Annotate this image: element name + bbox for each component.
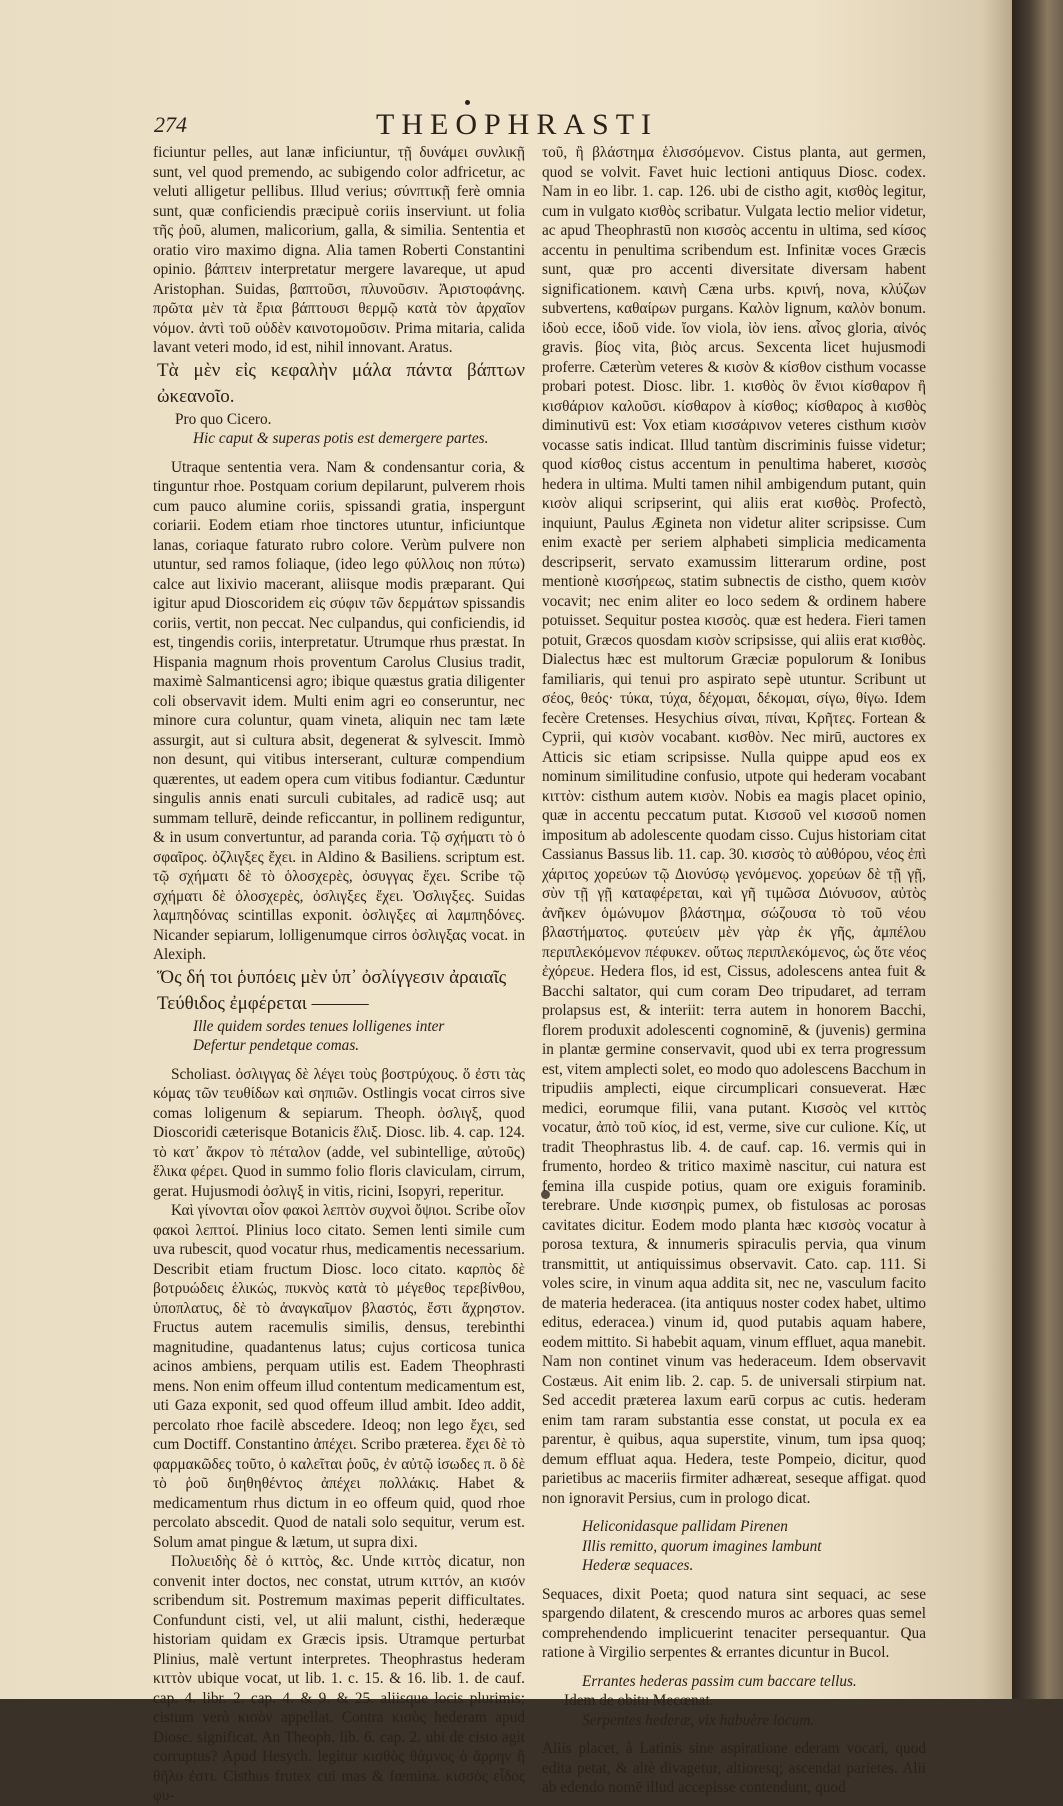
verse-line: Serpentes hederæ, vix habuère locum. — [582, 1711, 815, 1729]
paragraph: Sequaces, dixit Poeta; quod natura sint sequaci, ac sese spargendo dilatent, & crescendo muros ac arbores quas semel comprehendendo implicuerint tenaciter persequantur. Qua ratione à Virgilio serpentes & errantes dicuntur in Bucol. — [542, 1585, 926, 1661]
paragraph: Aliis placet, à Latinis sine aspiratione ederam vocari, quod edita petat, & altè divagetur, altioresq; ascendat parietes. Alii ab edendo nomē illud accepisse contendunt, quod — [542, 1740, 926, 1796]
paragraph: Πολυειδὴς δὲ ὁ κιττὸς, &c. Unde κιττὸς dicatur, non convenit inter doctos, nec constat, utrum κιττόν, an κισόν scribendum sit. Postremum maximas peperit difficultates. Confundunt cisti, vel, ut alii malunt, cisthi, hederæque historiam quidam ex Græcis ipsis. Utramque perturbat Plinius, malè vertunt interpretes. Theophrastus hederam κιττὸν ubique vocat, ut lib. 1. c. 15. & 16. lib. 1. de cauf. cap. 4. libr. 2. cap. 4. & 9. & 25. aliisque locis plurimis; cistum verò κισὸν appellat. Contra κισὸς hederam apud Diosc. significat. An Theoph. lib. 6. cap. 2. ubi de cisto agit corruptus? Apud Hesych. legitur κισθὸς θάμνος ὁ ἄρρην ἢ θῆλυ ἐστι. Cisthus frutex cui mas & fœmina. κισσὸς εἶδος φυ- — [153, 1553, 525, 1804]
paragraph: Idem de obitu Mecœnat. — [564, 1692, 714, 1709]
greek-verse-line: Ὅς δή τοι ῥυπόεις μὲν ὑπ᾽ ὀσλίγγεσιν ἀραιαῖς — [157, 966, 507, 988]
paragraph: ficiuntur pelles, aut lanæ inficiuntur, τῇ δυνάμει συνλικῇ sunt, vel quod premendo, ac subigendo color adfricetur, ac veluti alligetur pellibus. Illud verius; σύνπτικῇ ferè omnia sunt, quæ conficiendis præcipuè coriis inserviunt. ut folia τῆς ῥοῦ, alumen, malicorium, galla, & similia. Sententia et oratio viro maximo digna. Alia tamen Roberti Constantini opinio. βάπτειν interpretatur mergere lavareque, ut apud Aristophan. Suidas, βαπτοῦσι, πλυνοῦσιν. Ἀριστοφάνης. πρῶτα μὲν τὰ ἔρια βάπτουσι θερμῷ κατὰ τὸν ἀρχαῖον νόμον. ἀντὶ τοῦ οὐδὲν καινοτομοῦσιν. Prima mitaria, calida lavant veteri modo, id est, nihil innovant. Aratus. — [153, 144, 525, 356]
right-column — [542, 143, 926, 1798]
greek-verse-heading: Τὰ μὲν εἰς κεφαλὴν μάλα πάντα βάπτων ὠκεανοῖο. — [157, 359, 525, 407]
paragraph: Pro quo Cicero. — [175, 410, 272, 428]
left-column — [153, 143, 525, 1806]
verse-line: Illis remitto, quorum imagines lambunt — [582, 1537, 822, 1555]
paragraph: Καὶ γίνονται οἷον φακοὶ λεπτὸν συχνοὶ ὄψιοι. Scribe οἷον φακοὶ λεπτοί. Plinius loco citato. Semen lenti simile cum uva rubescit, quod vocatur rhus, medicamentis necessarium. Describit etiam fructum Diosc. loco citato. καρπὸς δὲ βοτρυώδεις ἑλικώς, πυκνὸς κατὰ τὸ μέγεθος τερεβίνθου, ὑποπλατυς, δὲ τὸ ἀναγκαῖμον βλαστός, ἔστι ἄχρηστον. Fructus autem racemulis similis, densus, terebinthi magnitudine, quadantenus latus; cujus corticosa tunica acinos ambiens, perquam utilis est. Eadem Theophrasti mens. Non enim offeum illud contentum medicamentum est, uti Gaza exponit, sed quod offeum illud ambit. Ideo addit, percolato rhoe facilè abscedere. Ideoq; non lego ἔχει, sed cum Doctiff. Constantino ἀπέχει. Scribo præterea. ἔχει δὲ τὸ φαρμακῶδες τοῦτο, ὁ καλεῖται ῥοῦς, ἐν αὐτῷ ἰσωδες π. ὃ δὲ τὸ ῥοῦ διηθηθέντος ἀπέχει πολλάκις. Habet & medicamentum rhus dictum in eo offeum quid, quod rhoe percolato abscedit. Quod de natali solo sequitur, verum est. Solum amat pingue & lætum, ut supra dixi. — [153, 1202, 525, 1551]
book-spine — [1012, 0, 1063, 1699]
verse-line: Heliconidasque pallidam Pirenen — [582, 1518, 788, 1535]
ink-dot — [465, 100, 470, 105]
greek-verse-line: Τεύθιδος ἐμφέρεται ——— — [157, 992, 369, 1014]
paragraph: Scholiast. ὀσλιγγας δὲ λέγει τοὺς βοστρύχους. ὅ ἐστι τὰς κόμας τῶν τευθίδων καὶ σηπιῶν. Ostlingis vocat cirros sive comas loligenum & sepiarum. Theoph. ὀσλιγξ, quod Dioscoridi cæterisque Botanicis ἕλιξ. Diosc. lib. 4. cap. 124. τὸ κατ᾽ ἄκρον τὸ πέταλον (adde, vel subintellige, αὐτοῦς) ἕλικα φέρει. Quod in summo folio floris claviculam, cirrum, gerat. Hujusmodi ὀσλιγξ in vitis, ricini, Isopyri, reperitur. — [153, 1065, 525, 1200]
page-number: 274 — [154, 112, 187, 137]
running-header — [154, 108, 734, 142]
running-title: THEOPHRASTI — [376, 108, 659, 141]
paragraph: τοῦ, ἢ βλάστημα ἑλισσόμενον. Cistus planta, aut germen, quod se volvit. Favet huic lectioni antiquus Diosc. codex. Nam in eo libr. 1. cap. 126. ubi de cistho agit, κισθὸς legitur, cum in vulgato κισθὸς scribatur. Vulgata lectio melior videtur, ac apud Theophrastū non κισσὸς accentu in ultima, sed κίσος accentu in penultima scribendum est. Infinitæ voces Græcis sunt, quæ pro accenti diversitate diversam habent significationem. καινὴ Cæna urbs. κρινή, nova, κλύζων subvertens, καθαίρων purgans. Καλὸν lignum, καλὸν bonum. ἰδοὺ ecce, ἰδοῦ vide. ἴον viola, ἰὸν iens. αἶνος gloria, αἰνός gravis. βίος vita, βιὸς arcus. Sexcenta licet hujusmodi proferre. Cæterùm veteres & κισὸν & κίσθον cisthum vocasse probari potest. Diosc. libr. 1. κισθὸς ὃν ἔνιοι κίσθαρον ἢ κισθάριον καλοῦσι. κίσθαρον à κίσθος; κίσθαρος à κισθὸς diminutivū est: Vox etiam κισσάρινον veteres cisthum κισὸν vocasse satis indicat. Illud tantùm discriminis fuisse videtur; quod κίσθος cistus accentum in penultima haberet, κισσὸς hedera in ultima. Multi tamen nihil ambigendum putant, quin κισὸν aliqui scripserint, qui aliis erat κισθὸς. Profectò, inquiunt, Paulus Ægineta non videtur aliter scripsisse. Cum enim exactè per seriem alphabeti simplicia medicamenta descripserit, servato examussim litterarum ordine, post mentionè κισσήρεως, statim subnectis de cistho, quem κισὸν vocavit; nec enim aliter eo loco sedem & ordinem habere potuisset. Sequitur postea κισσὸς. quæ est hedera. Fieri tamen potuit, Græcos quosdam κισὸν scripsisse, qui aliis erat κισθὸς. Dialectus hæc est multorum Græciæ populorum & Ionibus familiaris, qui tenui pro aspirato sepè utuntur. Scribunt ut σέος, θεός· τύκα, τύχα, δέχομαι, δέκομαι, σίγω, θίγω. Idem fecère Cretenses. Hesychius σίναι, πίναι, Κρῆτες. Fortean & Cyprii, qui κισὸν vocabant. κισθὸν. Nec mirū, auctores ex Atticis sic etiam scripsisse. Nulla quippe apud eos ex nominum similitudine confusio, utpote qui hederam vocabant κιττὸν: cisthum autem κισὸν. Nobis ea magis placet opinio, quæ in accentu peccatum putat. Κισσοῦ vel κισσοῦ nomen impositum ab adolescente quodam cisso. Cujus historiam citat Cassianus Bassus lib. 11. cap. 30. κισσὸς τὸ αὐθόρου, νέος ἐπὶ χάριτος χορεύων τῷ Διονύσῳ γενόμενος. χορεύων δὲ τῇ γῇ, σὺν τῇ γῇ καταφέρεται, καὶ γῆ τιμῶσα Διόνυσον, αὐτὸς ἀνῆκεν ὁμώνυμον βλάστημα, σώζουσα τὸ τοῦ νέου βλαστήματος. φυτεύειν μὲν γὰρ ἐκ γῆς, ἀμπέλου περιπλεκόμενον πέφυκεν. οὕτως περιπλεκόμενος, ὡς ὅτε νέος ἐχόρευε. Hedera flos, id est, Cissus, adolescens antea fuit & Bacchi saltator, qui cum coram Deo tripudaret, ad terram prolapsus est, & interiit: terra autem in honorem Bacchi, florem produxit adolescenti cognominē, & (juvenis) germina in plantæ germine conservavit, quod ubi ex terra progressum est, vitem amplecti solet, eo modo quo adolescens Bacchum in tripudiis amplecti, eique circumplicari consueverat. Hæc medici, eorumque filii, vana putant. Κισσὸς vel κιττὸς vocatur, ἀπὸ τοῦ κίος, id est, verme, sive cur culione. Κίς, ut tradit Theophrastus lib. 4. de cauf. cap. 16. vermis qui in frumento, hordeo & tritico maximè nascitur, cui natura est femina illa cuspide potius, quam ore exiguis foraminib. terebrare. Unde κισσηρὶς pumex, ob fistulosas ac porosas cavitates dicitur. Eodem modo planta hæc κισσὸς vocatur à porosa textura, & innumeris spiraculis pervia, qua vinum transmittit, ut antiquissimus observavit. Cato. cap. 111. Si voles scire, in vinum aqua addita sit, nec ne, vasculum facito de materia hederacea. (ita antiquus noster codex habet, ultimo editus, ederacea.) vinum id, quod putabis aquam habere, eodem mittito. Si habebit aquam, vinum effluet, aqua manebit. Nam non continet vinum vas hederaceum. Idem observavit Costæus. Ait enim lib. 2. cap. 5. de universali stirpium nat. Sed accedit præterea laxum earū corpus ac cutis. hederam enim tam raram substantia esse constat, ut pocula ex ea parentur, è quibus, aqua superstite, vinum, tum ipsa quoq; demum effluat aqua. Hedera, teste Pompeio, dicitur, quod parietibus ac maceriis firmiter adhæreat, seseque affigat. quod non ignoravit Persius, cum in prologo dicat. — [542, 144, 926, 1507]
paragraph: Utraque sententia vera. Nam & condensantur coria, & tinguntur rhoe. Postquam corium depilarunt, pulverem rhois cum pauco alumine coriis, spissandi gratia, inspergunt coriarii. Eodem etiam rhoe tinctores utuntur, inficiuntque lanas, coriaque faturato rubro colore. Verùm pulvere non utuntur, sed ramos foliaque, (ideo lego φύλλοις non πύτω) calce aut lixivio macerant, aliisque modis præparant. Qui igitur apud Dioscoridem εἰς σύφιν τῶν δερμάτων spissandis coriis, vertit, non peccat. Nec culpandus, qui conficiendis, id est, tingendis coriis, interpretatur. Utrumque rhus præstat. In Hispania magnum rhois proventum Carolus Clusius tradit, maximè Salmanticensi agro; ibique quæstus gratia diligenter coli observavit idem. Multi enim agri eo conseruntur, nec minore cura coluntur, quam vineta, aliquin nec tam læte assurgit, aut si cultura absit, degenerat & sylvescit. Immò non desunt, qui vitibus interserant, culturæ compendium quærentes, ut eadem opera cum vitibus fodiantur. Cæduntur singulis annis enati surculi cubitales, ad radicē usq; aut summam tellurē, deinde reficcantur, in pollinem rediguntur, & in usum convertuntur, ad paranda coria. Τῷ σχήματι τὸ ὁ σφαῖρος. ὀζλιγξες ἔχει. in Aldino & Basiliens. scriptum est. τῷ σχήματι δὲ τὸ ὁλοσχερὲς, ὀσυγγας ἔχει. Scribe τῷ σχήματι δὲ ὁλοσχερὲς, ὀσλιγξες ἔχει. Ὀσλιγξες. Suidas λαμπηδόνας scintillas exponit. ὀσλιγξες αἱ λαμπηδόνες. Nicander sepiarum, lolligenumque cirros ὀσλιγξας vocat. in Alexiph. — [153, 458, 525, 963]
verse-line: Hic caput & superas potis est demergere partes. — [193, 430, 489, 447]
verse-line: Ille quidem sordes tenues lolligenes inter — [193, 1017, 445, 1035]
verse-line: Hederæ sequaces. — [582, 1557, 694, 1574]
verse-line: Defertur pendetque comas. — [193, 1037, 360, 1054]
verse-line: Errantes hederas passim cum baccare tellus. — [582, 1672, 857, 1690]
